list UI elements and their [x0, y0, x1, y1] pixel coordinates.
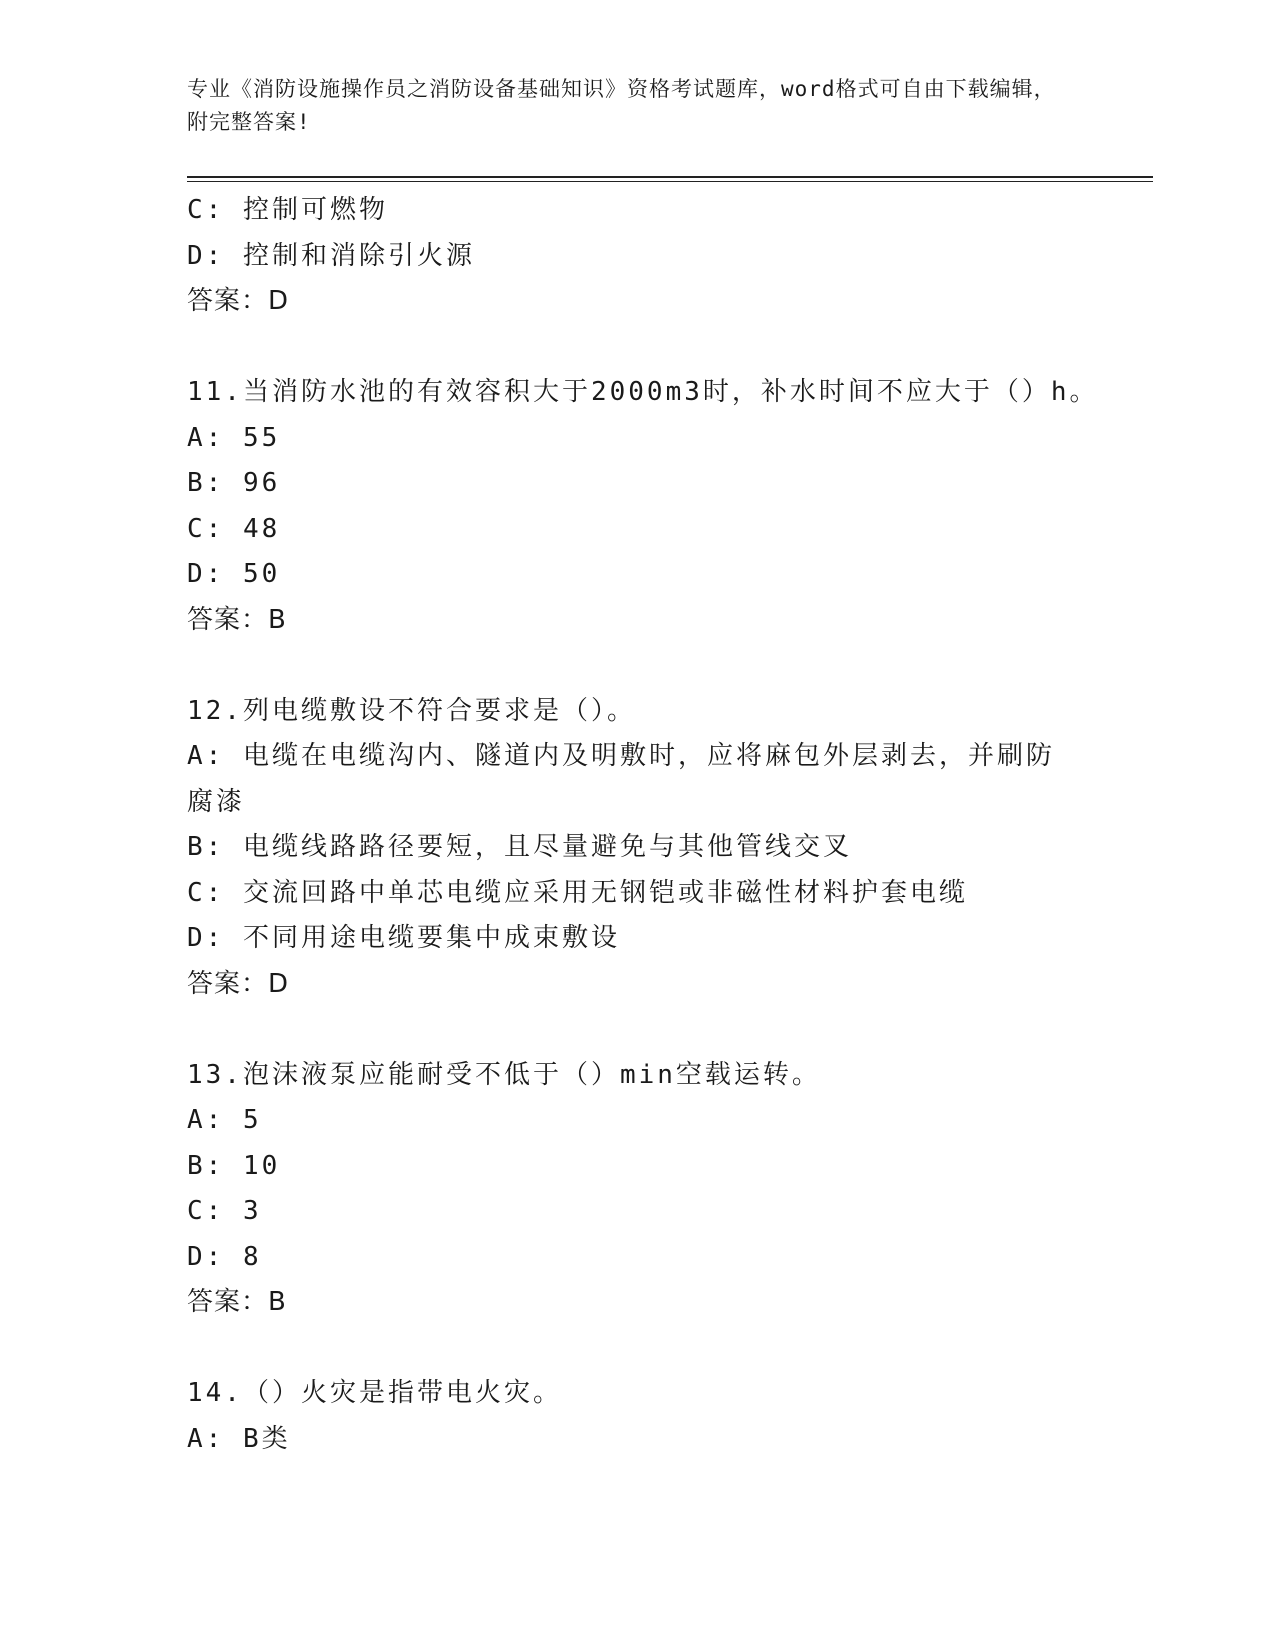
option-d: D: 控制和消除引火源 — [187, 240, 475, 271]
option-a: A: 电缆在电缆沟内、隧道内及明敷时，应将麻包外层剥去，并刷防腐漆 — [187, 741, 1055, 817]
option-c: C: 控制可燃物 — [187, 195, 388, 225]
prev-question-block — [187, 188, 1087, 325]
spacer — [187, 1326, 1087, 1372]
option-d: D: 8 — [187, 1241, 262, 1272]
option-b: B: 96 — [187, 468, 281, 498]
option-a: A: B类 — [187, 1423, 291, 1454]
option-c: C: 交流回路中单芯电缆应采用无钢铠或非磁性材料护套电缆 — [187, 877, 968, 908]
question-stem: 11.当消防水池的有效容积大于2000m3时，补水时间不应大于（）h。 — [187, 377, 1099, 407]
question-13 — [187, 1053, 1087, 1326]
question-11 — [187, 370, 1099, 643]
answer-line: 答案：B — [187, 604, 287, 635]
page-header: 专业《消防设施操作员之消防设备基础知识》资格考试题库，word格式可自由下载编辑，附完整答案! — [187, 77, 1056, 134]
spacer — [187, 643, 1087, 689]
question-stem: 13.泡沫液泵应能耐受不低于（）min空载运转。 — [187, 1059, 821, 1090]
answer-line: 答案：D — [187, 968, 290, 999]
question-stem: 14.（）火灾是指带电火灾。 — [187, 1378, 562, 1408]
option-a: A: 55 — [187, 422, 281, 453]
option-d: D: 不同用途电缆要集中成束敷设 — [187, 923, 620, 953]
question-14 — [187, 1371, 1087, 1462]
option-a: A: 5 — [187, 1105, 262, 1135]
answer-line: 答案：D — [187, 286, 290, 316]
question-list — [187, 188, 1099, 1462]
question-12 — [187, 689, 1087, 1008]
option-d: D: 50 — [187, 559, 281, 589]
option-c: C: 48 — [187, 513, 281, 544]
spacer — [187, 325, 1087, 371]
option-b: B: 10 — [187, 1150, 281, 1181]
question-stem: 12.列电缆敷设不符合要求是（）。 — [187, 695, 636, 726]
answer-line: 答案：B — [187, 1287, 287, 1317]
spacer — [187, 1007, 1087, 1053]
option-b: B: 电缆线路路径要短，且尽量避免与其他管线交叉 — [187, 832, 852, 862]
header-rule-thick — [187, 176, 1153, 178]
header-rule-thin — [187, 181, 1153, 182]
option-c: C: 3 — [187, 1196, 262, 1226]
